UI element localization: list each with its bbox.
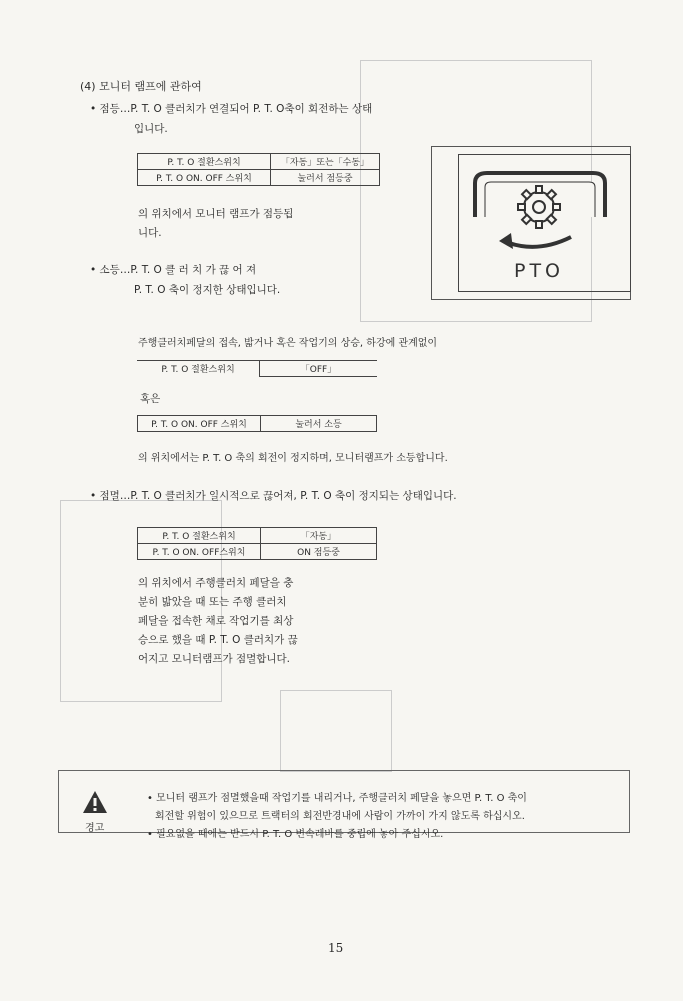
on-switch-table <box>137 153 380 186</box>
section-title: (4) 모니터 램프에 관하여 <box>80 80 202 93</box>
warning-line-2: 회전할 위험이 있으므로 트랙터의 회전반경내에 사람이 가까이 가지 않도록 하십시오. <box>155 811 525 822</box>
table-cell: 눌러서 점등중 <box>271 170 380 186</box>
off-state-or-text: 혹은 <box>140 393 161 405</box>
pto-panel-label: PTO <box>513 260 565 282</box>
pto-gear-icon <box>459 155 630 291</box>
table-row <box>138 416 377 432</box>
table-cell: P. T. O 절환스위치 <box>138 528 261 544</box>
blink-state-caption: 의 위치에서 주행클러치 페달을 충분히 밟았을 때 또는 주행 클러치 페달을 접속한 채로 작업기를 최상승으로 했을 때 P. T. O 클러치가 끊어지고 모니터램프가 점멸합니다. <box>138 577 298 665</box>
table-cell: 「OFF」 <box>260 361 378 377</box>
table-cell: ON 점등중 <box>261 544 377 560</box>
table-cell: P. T. O ON. OFF 스위치 <box>138 170 271 186</box>
warning-line-1: • 모니터 램프가 점멸했을때 작업기를 내리거나, 주행클러치 페달을 놓으면 P. T. O 축이 <box>147 793 527 804</box>
off-state-label-cont: P. T. O 축이 정지한 상태입니다. <box>134 284 281 296</box>
off-state-caption: 의 위치에서는 P. T. O 축의 회전이 정지하며, 모니터램프가 소등합니다. <box>138 453 448 464</box>
warning-label: 경고 <box>85 823 105 834</box>
table-cell: P. T. O 절환스위치 <box>137 361 260 377</box>
table-cell: P. T. O ON. OFF 스위치 <box>138 416 261 432</box>
table-row <box>138 544 377 560</box>
table-row <box>137 361 377 377</box>
blink-state-label: • 점멸…P. T. O 클러치가 일시적으로 끊어져, P. T. O 축이 정지되는 상태입니다. <box>90 490 457 502</box>
warning-box <box>58 770 630 840</box>
pto-monitor-lamp <box>458 154 631 292</box>
off-state-description: 주행클러치페달의 접속, 밟거나 혹은 작업기의 상승, 하강에 관계없이 <box>138 338 438 349</box>
off-state-label: • 소등…P. T. O 클 러 치 가 끊 어 져 <box>90 264 257 276</box>
page-number: 15 <box>328 941 344 955</box>
blink-switch-table <box>137 527 377 560</box>
table-cell: P. T. O ON. OFF스위치 <box>138 544 261 560</box>
table-row <box>138 528 377 544</box>
on-state-label-cont: 입니다. <box>134 123 168 135</box>
background-bleed-box <box>280 690 392 772</box>
table-cell: 「자동」또는「수동」 <box>271 154 380 170</box>
table-cell: 「자동」 <box>261 528 377 544</box>
table-row <box>138 154 380 170</box>
off-switch-table-b <box>137 415 377 432</box>
on-state-label: • 점등…P. T. O 클러치가 연결되어 P. T. O축이 회전하는 상태 <box>90 103 373 115</box>
warning-triangle-icon <box>82 790 108 814</box>
table-row <box>138 170 380 186</box>
on-state-caption: 의 위치에서 모니터 램프가 점등됩니다. <box>138 208 294 239</box>
table-cell: P. T. O 절환스위치 <box>138 154 271 170</box>
table-cell: 눌러서 소등 <box>261 416 377 432</box>
off-switch-table-a <box>137 360 377 377</box>
warning-line-3: • 필요없을 때에는 반드시 P. T. O 변속레바를 중립에 놓아 주십시오. <box>147 829 444 840</box>
